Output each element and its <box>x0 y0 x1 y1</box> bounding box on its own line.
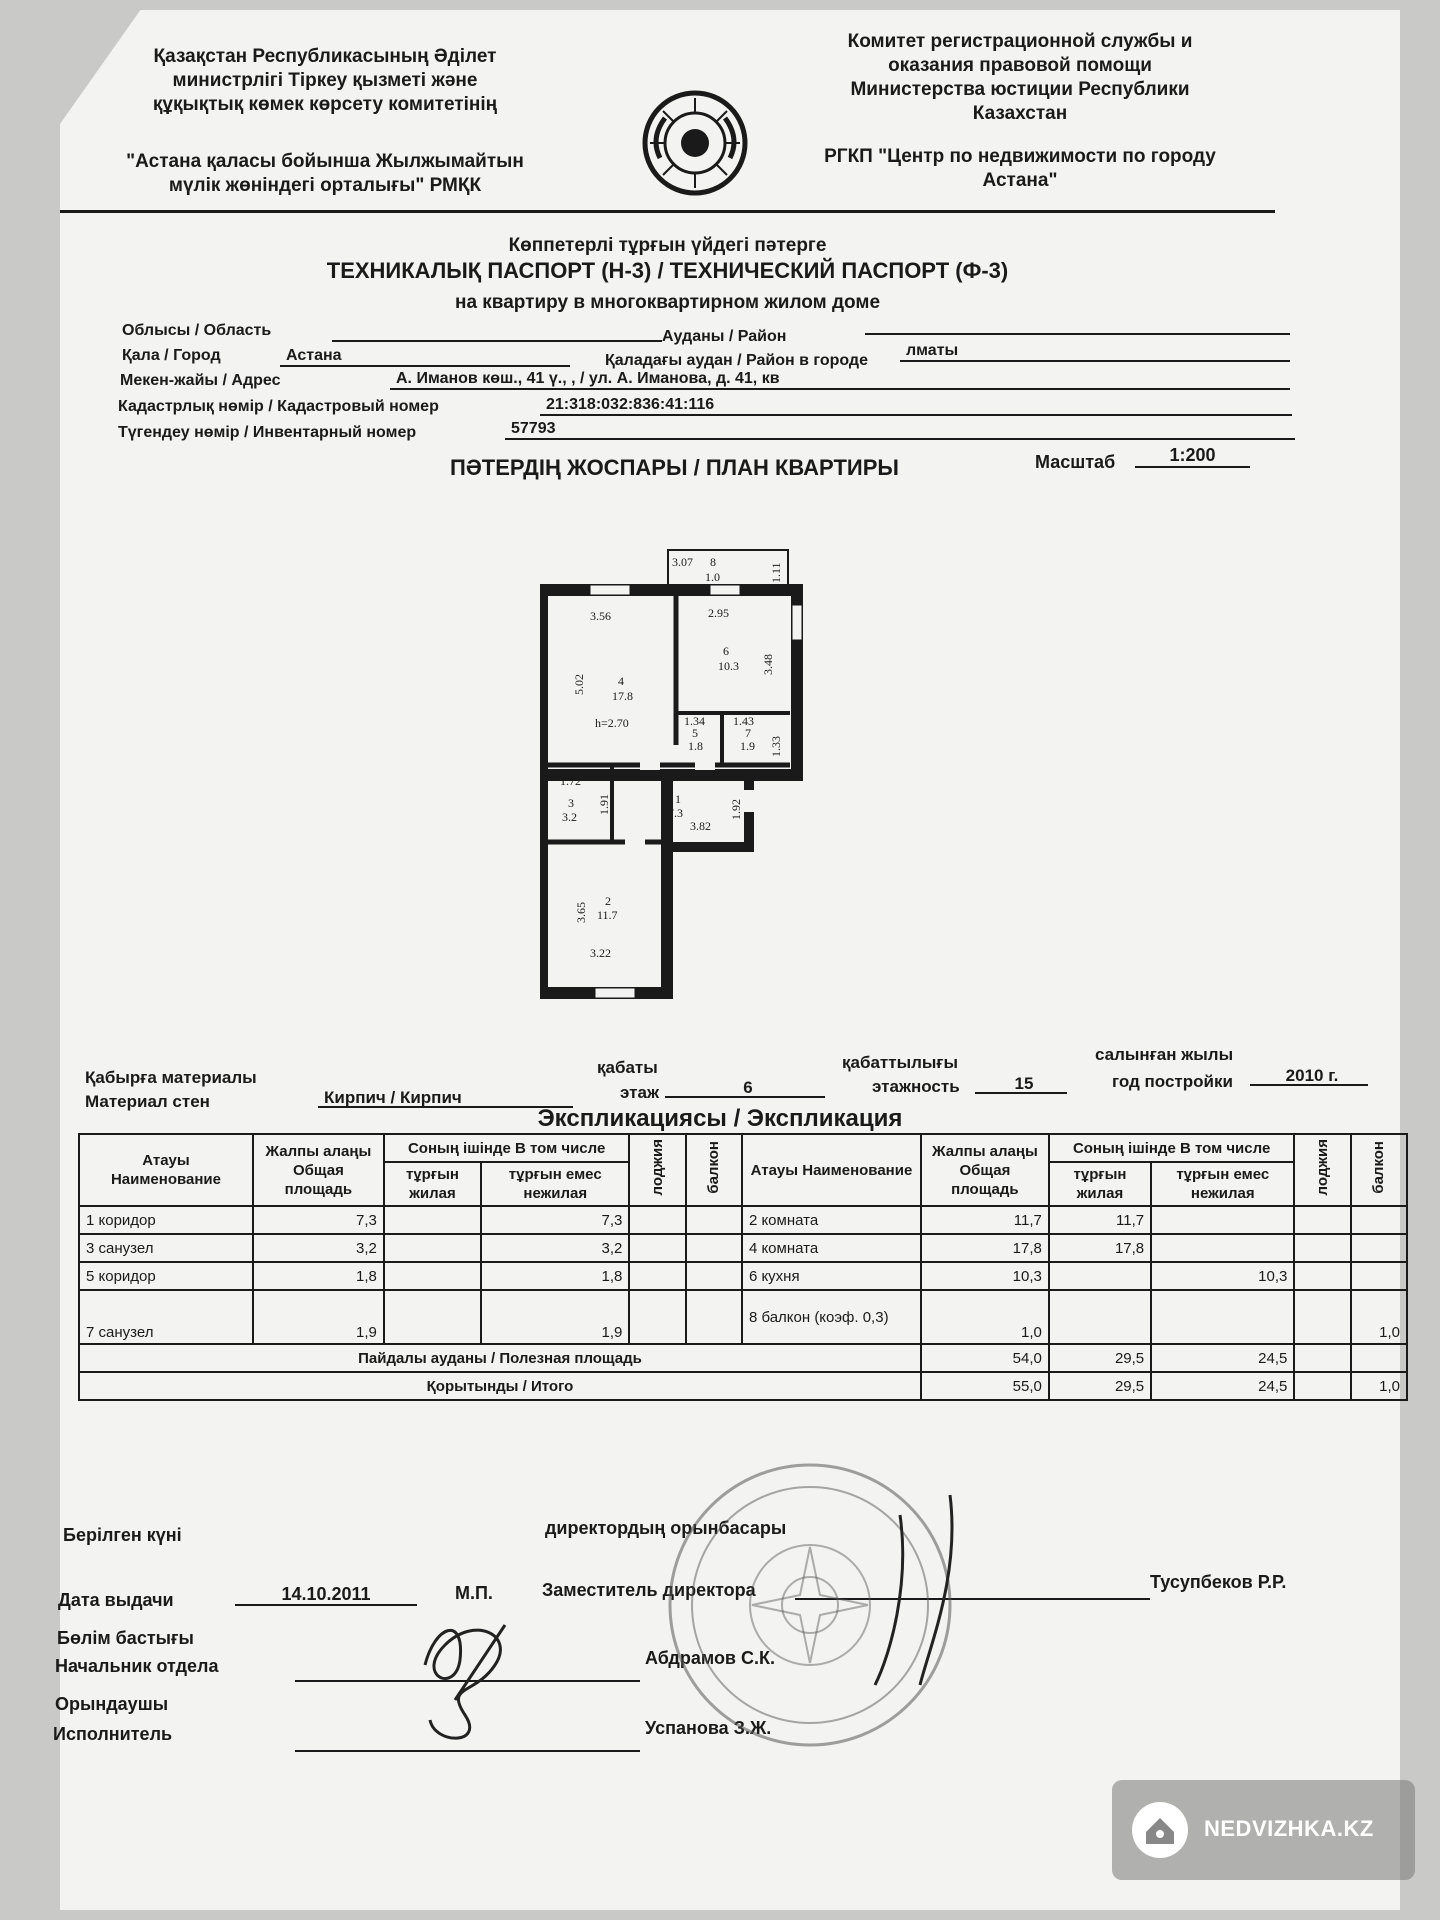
cell: 54,0 <box>921 1344 1049 1372</box>
cell <box>1151 1234 1294 1262</box>
cell: 29,5 <box>1049 1372 1151 1400</box>
floor-plan <box>540 545 810 1000</box>
cell: 7,3 <box>481 1206 629 1234</box>
floor-value: 6 <box>665 1078 825 1098</box>
header-left-line: Қазақстан Республикасының Әділет <box>153 46 497 67</box>
col-living: тұрғын жилая <box>1049 1162 1151 1206</box>
cell <box>1351 1344 1407 1372</box>
plan-label: 3.82 <box>690 819 711 833</box>
table-row <box>79 1234 1407 1262</box>
plan-label: 8 <box>710 555 716 569</box>
cell <box>629 1206 685 1234</box>
header-right <box>780 30 1260 126</box>
cell: 3,2 <box>253 1234 384 1262</box>
col-balcony <box>686 1134 742 1206</box>
cell: 1 коридор <box>79 1206 253 1234</box>
header-left-org-line: мүлік жөніндегі орталығы" РМҚК <box>168 175 482 196</box>
wall-material-value: Кирпич / Кирпич <box>318 1088 573 1108</box>
cell <box>1351 1206 1407 1234</box>
scale-label: Масштаб <box>1035 452 1116 472</box>
plan-label: 6 <box>723 644 729 658</box>
floor-label-ru: этаж <box>620 1083 659 1102</box>
cell: 55,0 <box>921 1372 1049 1400</box>
inventory-value: 57793 <box>505 420 1295 440</box>
document-title: ТЕХНИКАЛЫҚ ПАСПОРТ (Н-3) / ТЕХНИЧЕСКИЙ ПАСПОРТ (Ф-3) <box>326 258 1009 283</box>
plan-label: 1 <box>675 792 681 806</box>
header-right-line: Казахстан <box>972 103 1068 124</box>
cell: 2 комната <box>742 1206 921 1234</box>
cell: 1,9 <box>481 1290 629 1344</box>
wall-material-label-kz: Қабырға материалы <box>85 1068 257 1087</box>
cell <box>686 1234 742 1262</box>
plan-label: h=2.70 <box>595 716 629 730</box>
cell <box>1351 1234 1407 1262</box>
cell <box>384 1206 481 1234</box>
cell: 6 кухня <box>742 1262 921 1290</box>
plan-label: 5 <box>692 726 698 740</box>
cell: 29,5 <box>1049 1344 1151 1372</box>
col-balcony <box>1351 1134 1407 1206</box>
cell: 17,8 <box>921 1234 1049 1262</box>
window <box>590 585 630 595</box>
col-nonliving: тұрғын емес нежилая <box>1151 1162 1294 1206</box>
official-stamp-icon <box>660 1455 960 1755</box>
plan-label: 3.07 <box>672 555 693 569</box>
watermark <box>1112 1780 1415 1880</box>
district-value <box>865 315 1290 335</box>
city-district-value: лматы <box>900 342 1290 362</box>
plan-label: 17.8 <box>612 689 633 703</box>
explication-table <box>78 1133 1408 1401</box>
plan-label: 1.9 <box>740 739 755 753</box>
explication-title: Экспликациясы / Экспликация <box>537 1105 903 1132</box>
stamp-place-label: М.П. <box>455 1583 493 1603</box>
plan-label: 2.95 <box>708 606 729 620</box>
door <box>744 790 754 812</box>
window <box>710 585 740 595</box>
cell <box>384 1262 481 1290</box>
issued-label-kz: Берілген күні <box>63 1525 182 1545</box>
signature-scribble-icon <box>405 1605 535 1755</box>
cell <box>384 1234 481 1262</box>
plan-label: 1.8 <box>688 739 703 753</box>
region-value <box>332 322 662 342</box>
plan-label: 4 <box>618 674 624 688</box>
cell <box>1151 1290 1294 1344</box>
cell: 17,8 <box>1049 1234 1151 1262</box>
col-loggia-label: лоджия <box>1314 1139 1331 1196</box>
window <box>595 988 635 998</box>
plan-label: 11.7 <box>597 908 618 922</box>
title-line-1: Көппетерлі тұрғын үйдегі пәтерге <box>508 235 827 256</box>
cell: 7,3 <box>253 1206 384 1234</box>
year-label-kz: салынған жылы <box>1095 1045 1234 1064</box>
table-row <box>79 1262 1407 1290</box>
door <box>625 837 645 847</box>
cell <box>384 1290 481 1344</box>
issued-label-ru: Дата выдачи <box>58 1590 174 1610</box>
head-name: Абдрамов С.К. <box>645 1648 775 1668</box>
watermark-text: NEDVIZHKA.KZ <box>1204 1816 1374 1841</box>
cell: 1,9 <box>253 1290 384 1344</box>
header-right-org <box>770 145 1270 193</box>
cell: 4 комната <box>742 1234 921 1262</box>
cell: 8 балкон (коэф. 0,3) <box>742 1290 921 1344</box>
plan-label: 7.3 <box>668 806 683 820</box>
cell <box>629 1234 685 1262</box>
col-total: Жалпы алаңы Общая площадь <box>253 1134 384 1206</box>
exec-label-kz: Орындаушы <box>55 1694 169 1714</box>
col-balcony-label: балкон <box>1370 1141 1388 1194</box>
cell: 1,8 <box>253 1262 384 1290</box>
cell: 3,2 <box>481 1234 629 1262</box>
cell <box>1294 1290 1350 1344</box>
plan-label: 1.92 <box>729 799 743 820</box>
cell <box>686 1206 742 1234</box>
table-row-useful <box>79 1344 1407 1372</box>
cell: 1,8 <box>481 1262 629 1290</box>
cadastral-value: 21:318:032:836:41:116 <box>540 396 1292 416</box>
cell: 7 санузел <box>79 1290 253 1344</box>
plan-label: 1.0 <box>705 570 720 584</box>
cadastral-label: Кадастрлық нөмір / Кадастровый номер <box>118 398 439 415</box>
issued-date: 14.10.2011 <box>235 1584 417 1606</box>
plan-label: 3.22 <box>590 946 611 960</box>
exec-name: Успанова З.Ж. <box>645 1718 772 1738</box>
year-label-ru: год постройки <box>1112 1072 1233 1091</box>
cell: 1,0 <box>921 1290 1049 1344</box>
cell <box>1294 1234 1350 1262</box>
cell <box>1294 1344 1350 1372</box>
floors-value: 15 <box>975 1074 1067 1094</box>
cell <box>686 1290 742 1344</box>
cell <box>1351 1262 1407 1290</box>
cell <box>1294 1262 1350 1290</box>
house-icon <box>1132 1802 1188 1858</box>
floors-label-kz: қабаттылығы <box>842 1053 959 1072</box>
cell: 10,3 <box>1151 1262 1294 1290</box>
city-district-label: Қаладағы аудан / Район в городе <box>605 352 868 369</box>
cell: 10,3 <box>921 1262 1049 1290</box>
cell <box>1294 1206 1350 1234</box>
table-header-row <box>79 1134 1407 1162</box>
cell: 1,0 <box>1351 1372 1407 1400</box>
cell: 11,7 <box>1049 1206 1151 1234</box>
door <box>695 760 715 770</box>
col-loggia-label: лоджия <box>649 1139 667 1196</box>
scale-value: 1:200 <box>1135 445 1250 468</box>
cell <box>1049 1262 1151 1290</box>
deputy-label-ru: Заместитель директора <box>542 1580 756 1600</box>
header-right-org-line: РГКП "Центр по недвижимости по городу <box>824 146 1216 167</box>
plan-label: 1.91 <box>597 794 611 815</box>
col-balcony-label: балкон <box>705 1141 723 1194</box>
plan-label: 3.65 <box>574 902 588 923</box>
col-loggia <box>1294 1134 1350 1206</box>
header-divider <box>60 210 1275 213</box>
header-left-org-line: "Астана қаласы бойынша Жылжымайтын <box>126 151 524 172</box>
window <box>792 605 802 640</box>
plan-title: ПӘТЕРДІҢ ЖОСПАРЫ / ПЛАН КВАРТИРЫ <box>450 455 899 480</box>
cell <box>1151 1206 1294 1234</box>
cell: 24,5 <box>1151 1372 1294 1400</box>
header-right-line: Комитет регистрационной службы и <box>847 31 1193 52</box>
col-nonliving: тұрғын емес нежилая <box>481 1162 629 1206</box>
exec-label-ru: Исполнитель <box>53 1724 173 1744</box>
title-line-3: на квартиру в многоквартирном жилом доме <box>454 292 881 313</box>
header-left-line: құқықтық көмек көрсету комитетінің <box>152 94 498 115</box>
plan-label: 1.34 <box>684 714 705 728</box>
deputy-label-kz: директордың орынбасары <box>545 1518 787 1538</box>
useful-area-label: Пайдалы ауданы / Полезная площадь <box>79 1344 921 1372</box>
total-label: Қорытынды / Итого <box>79 1372 921 1400</box>
col-including: Соның ішінде В том числе <box>384 1134 630 1162</box>
header-left-org <box>60 150 590 198</box>
plan-label: 3 <box>568 796 574 810</box>
col-name: Атауы Наименование <box>79 1134 253 1206</box>
address-label: Мекен-жайы / Адрес <box>120 372 281 389</box>
plan-label: 1.72 <box>560 774 581 788</box>
col-including: Соның ішінде В том числе <box>1049 1134 1295 1162</box>
door <box>640 760 660 770</box>
cell <box>1294 1372 1350 1400</box>
city-value: Астана <box>280 347 570 367</box>
cell: 3 санузел <box>79 1234 253 1262</box>
cell: 11,7 <box>921 1206 1049 1234</box>
address-value: А. Иманов көш., 41 ү., , / ул. А. Иманова, д. 41, кв <box>390 370 1290 390</box>
table-row <box>79 1290 1407 1344</box>
plan-label: 10.3 <box>718 659 739 673</box>
cell <box>629 1290 685 1344</box>
plan-label: 3.56 <box>590 609 611 623</box>
col-loggia <box>629 1134 685 1206</box>
cell <box>686 1262 742 1290</box>
year-value: 2010 г. <box>1250 1066 1368 1086</box>
header-right-line: оказания правовой помощи <box>888 55 1152 76</box>
cell: 24,5 <box>1151 1344 1294 1372</box>
table-row-total <box>79 1372 1407 1400</box>
deputy-name: Тусупбеков Р.Р. <box>1150 1572 1287 1592</box>
plan-label: 5.02 <box>572 674 586 695</box>
floor-label-kz: қабаты <box>597 1058 658 1077</box>
header-right-line: Министерства юстиции Республики <box>850 79 1190 100</box>
plan-label: 1.11 <box>769 562 783 583</box>
col-name: Атауы Наименование <box>742 1134 921 1206</box>
wall-material-label-ru: Материал стен <box>85 1092 210 1111</box>
plan-label: 1.43 <box>733 714 754 728</box>
city-label: Қала / Город <box>122 347 221 364</box>
cell: 5 коридор <box>79 1262 253 1290</box>
floors-label-ru: этажность <box>872 1077 960 1096</box>
plan-label: 3.2 <box>562 810 577 824</box>
plan-label: 7 <box>745 726 751 740</box>
header-left-line: министрлігі Тіркеу қызметі және <box>172 70 478 91</box>
col-living: тұрғын жилая <box>384 1162 481 1206</box>
table-row <box>79 1206 1407 1234</box>
head-label-ru: Начальник отдела <box>55 1656 219 1676</box>
inventory-label: Түгендеу нөмір / Инвентарный номер <box>118 424 417 441</box>
state-emblem-icon <box>640 88 750 198</box>
head-label-kz: Бөлім бастығы <box>57 1628 194 1648</box>
header-left <box>60 45 590 117</box>
cell <box>1049 1290 1151 1344</box>
plan-label: 1.33 <box>769 736 783 757</box>
district-label: Ауданы / Район <box>662 328 787 345</box>
header-right-org-line: Астана" <box>982 170 1058 191</box>
cell: 1,0 <box>1351 1290 1407 1344</box>
plan-label: 3.48 <box>761 654 775 675</box>
col-total: Жалпы алаңы Общая площадь <box>921 1134 1049 1206</box>
region-label: Облысы / Область <box>122 322 272 339</box>
plan-label: 2 <box>605 894 611 908</box>
cell <box>629 1262 685 1290</box>
